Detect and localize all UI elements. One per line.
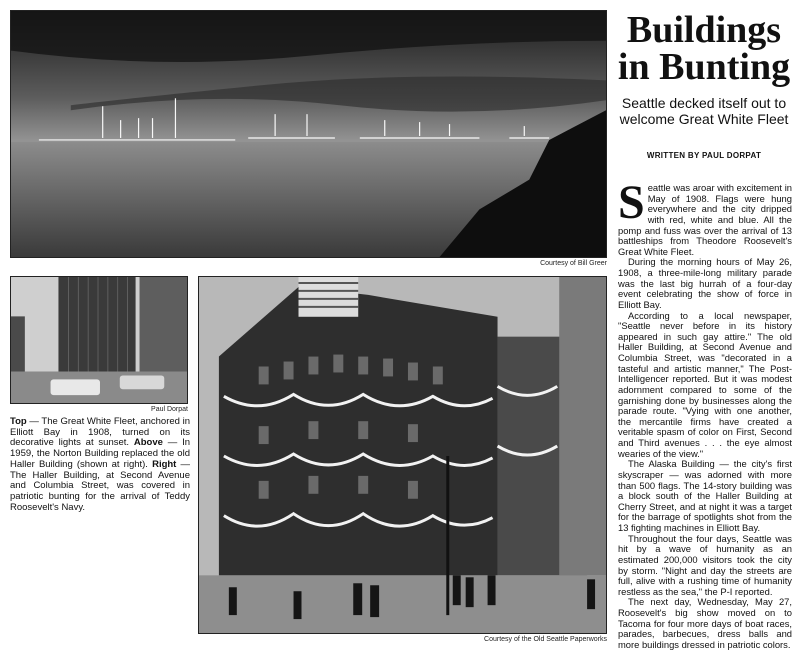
haller-photo-credit: Courtesy of the Old Seattle Paperworks	[484, 636, 607, 643]
caption-above-text: — In 1959, the Norton Building replaced the old Haller Building (shown at right).	[10, 437, 190, 470]
haller-photo-image	[199, 277, 606, 633]
drop-cap: S	[618, 176, 645, 229]
title-line-1: Buildings	[626, 9, 782, 51]
article-paragraph: The Alaska Building — the city's first skyscraper — was adorned with more than 500 flags. The 14-story building was a block south of the Haller Building at Cherry Street, and at night it was a target for the barrage of spotlights shot from the 13 fighting machines in Elliott Bay.	[618, 458, 792, 533]
fleet-photo	[10, 10, 607, 258]
fleet-photo-credit: Courtesy of Bill Greer	[540, 260, 607, 267]
article-paragraph: Throughout the four days, Seattle was hit by a wave of humanity as an estimated 200,000 visitors took the city by storm. "Night and day the streets are full, alive with a rushing time of humanity restless as the sea," the P-I reported.	[618, 532, 792, 597]
caption-top-text: — The Great White Fleet, anchored in Elliott Bay in 1908, turned on its decorative lights at sunset.	[10, 416, 190, 449]
page-title	[616, 9, 792, 89]
caption-right-text: — The Haller Building, at Second Avenue and Columbia Street, was covered in patriotic bunting for the arrival of Teddy Roosevelt's Navy.	[10, 458, 190, 513]
article-body	[618, 176, 792, 651]
photo-caption	[10, 417, 190, 514]
article-paragraph: During the morning hours of May 26, 1908, a three-mile-long military parade was the last big hurrah of a four-day event celebrating the show of force in Elliott Bay.	[618, 256, 792, 310]
article-paragraph	[618, 176, 792, 257]
norton-photo-credit: Paul Dorpat	[151, 406, 188, 413]
caption-above-label: Above	[133, 437, 163, 449]
title-line-2: in Bunting	[617, 46, 791, 89]
article-paragraph-1-text: eattle was aroar with excitement in May of 1908. Flags were hung everywhere and the city dripped with red, white and blue. All the pomp and fuss was over the arrival of 13 battleships from Theodore Roosevelt's Great White Fleet.	[618, 182, 792, 257]
norton-building-photo	[10, 276, 188, 404]
norton-photo-image	[11, 277, 187, 403]
caption-right-label: Right	[152, 458, 177, 470]
article-paragraph: The next day, Wednesday, May 27, Roosevelt's big show moved on to Tacoma for four more days of boat races, parades, barbecues, dress balls and more buildings dressed in patriotic colors.	[618, 596, 792, 650]
subtitle: Seattle decked itself out to welcome Great White Fleet	[619, 95, 789, 127]
caption-top-label: Top	[10, 416, 27, 427]
fleet-photo-image	[11, 11, 606, 257]
byline: WRITTEN BY PAUL DORPAT	[646, 151, 762, 160]
haller-building-photo	[198, 276, 607, 634]
article-paragraph: According to a local newspaper, "Seattle never before in its history appeared in such gay attire." The old Haller Building, at Second Avenue and Columbia Street, was "decorated in a tasteful and artistic manner," The Post-Intelligencer reported. But it was modest adornment compared to some of the garnishing done by businesses along the parade route. "Vying with one another, the mercantile firms have created a veritable spasm of color on First, Second and Third avenues . . . the eye almost wearies of the view."	[618, 309, 792, 459]
